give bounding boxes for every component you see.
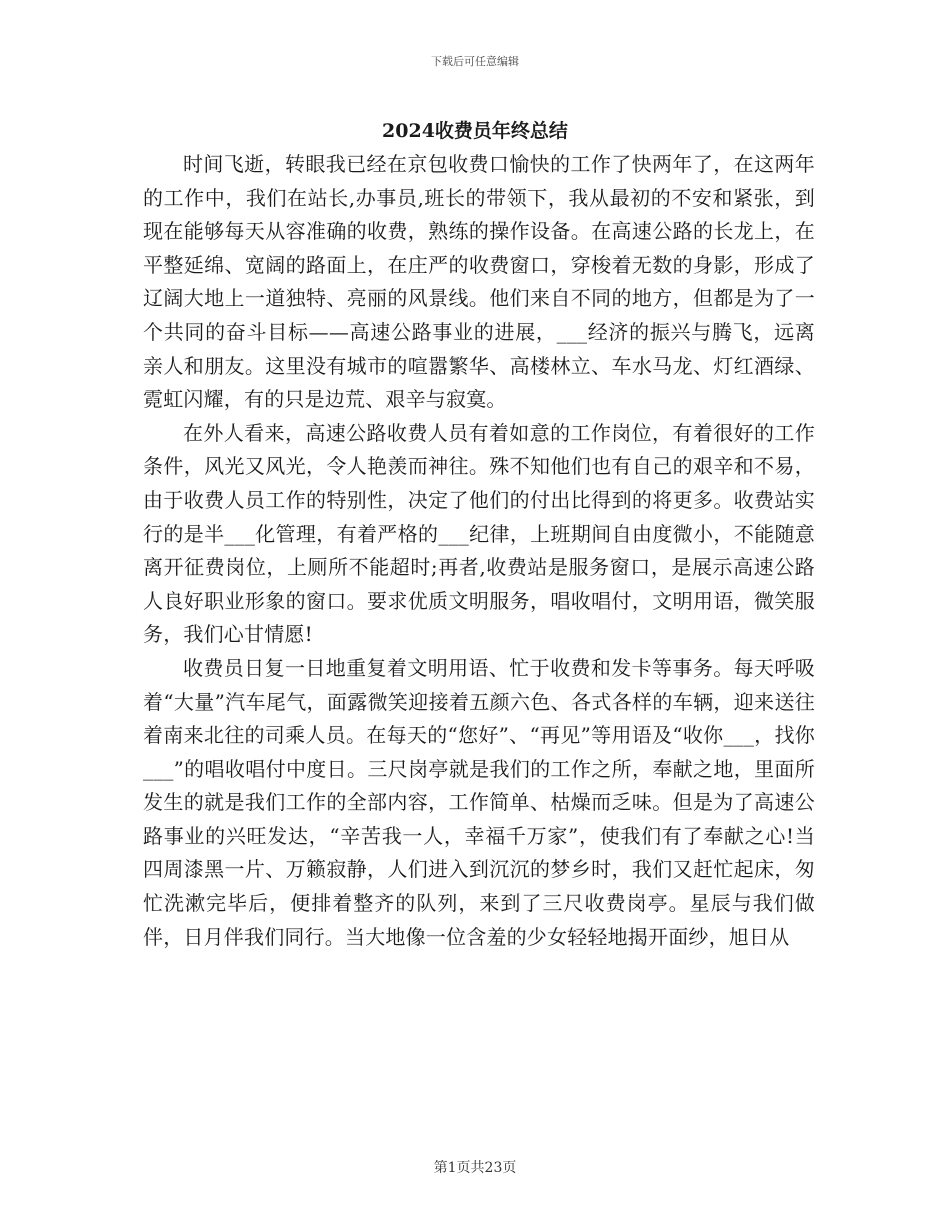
header-note: 下载后可任意编辑 xyxy=(431,55,519,68)
paragraph: 在外人看来，高速公路收费人员有着如意的工作岗位，有着很好的工作条件，风光又风光，令人艳羡而神往。殊不知他们也有自己的艰辛和不易，由于收费人员工作的特别性，决定了他们的付出比得到的将更多。收费站实行的是半___化管理，有着严格的___纪律，上班期间自由度微小，不能随意离开征费岗位，上厕所不能超时;再者,收费站是服务窗口，是展示高速公路人良好职业形象的窗口。要求优质文明服务，唱收唱付，文明用语，微笑服务，我们心甘情愿! xyxy=(143,420,815,647)
paragraph: 时间飞逝，转眼我已经在京包收费口愉快的工作了快两年了，在这两年的工作中，我们在站长,办事员,班长的带领下，我从最初的不安和紧张，到现在能够每天从容准确的收费，熟练的操作设备。在高速公路的长龙上，在平整延绵、宽阔的路面上，在庄严的收费窗口，穿梭着无数的身影，形成了辽阔大地上一道独特、亮丽的风景线。他们来自不同的地方，但都是为了一个共同的奋斗目标——高速公路事业的进展，___经济的振兴与腾飞，远离亲人和朋友。这里没有城市的喧嚣繁华、高楼林立、车水马龙、灯红酒绿、霓虹闪耀，有的只是边荒、艰辛与寂寞。 xyxy=(143,152,815,412)
paragraph: 收费员日复一日地重复着文明用语、忙于收费和发卡等事务。每天呼吸着“大量”汽车尾气，面露微笑迎接着五颜六色、各式各样的车辆，迎来送往着南来北往的司乘人员。在每天的“您好”、“再见”等用语及“收你___，找你___”的唱收唱付中度日。三尺岗亭就是我们的工作之所，奉献之地，里面所发生的就是我们工作的全部内容，工作简单、枯燥而乏味。但是为了高速公路事业的兴旺发达，“辛苦我一人，幸福千万家”，使我们有了奉献之心!当四周漆黑一片、万籁寂静，人们进入到沉沉的梦乡时，我们又赶忙起床，匆忙洗漱完毕后，便排着整齐的队列，来到了三尺收费岗亭。星辰与我们做伴，日月伴我们同行。当大地像一位含羞的少女轻轻地揭开面纱，旭日从 xyxy=(143,655,815,949)
document-body xyxy=(143,148,815,954)
page-number: 第1页共23页 xyxy=(433,1160,517,1176)
document-title: 2024收费员年终总结 xyxy=(382,120,568,142)
